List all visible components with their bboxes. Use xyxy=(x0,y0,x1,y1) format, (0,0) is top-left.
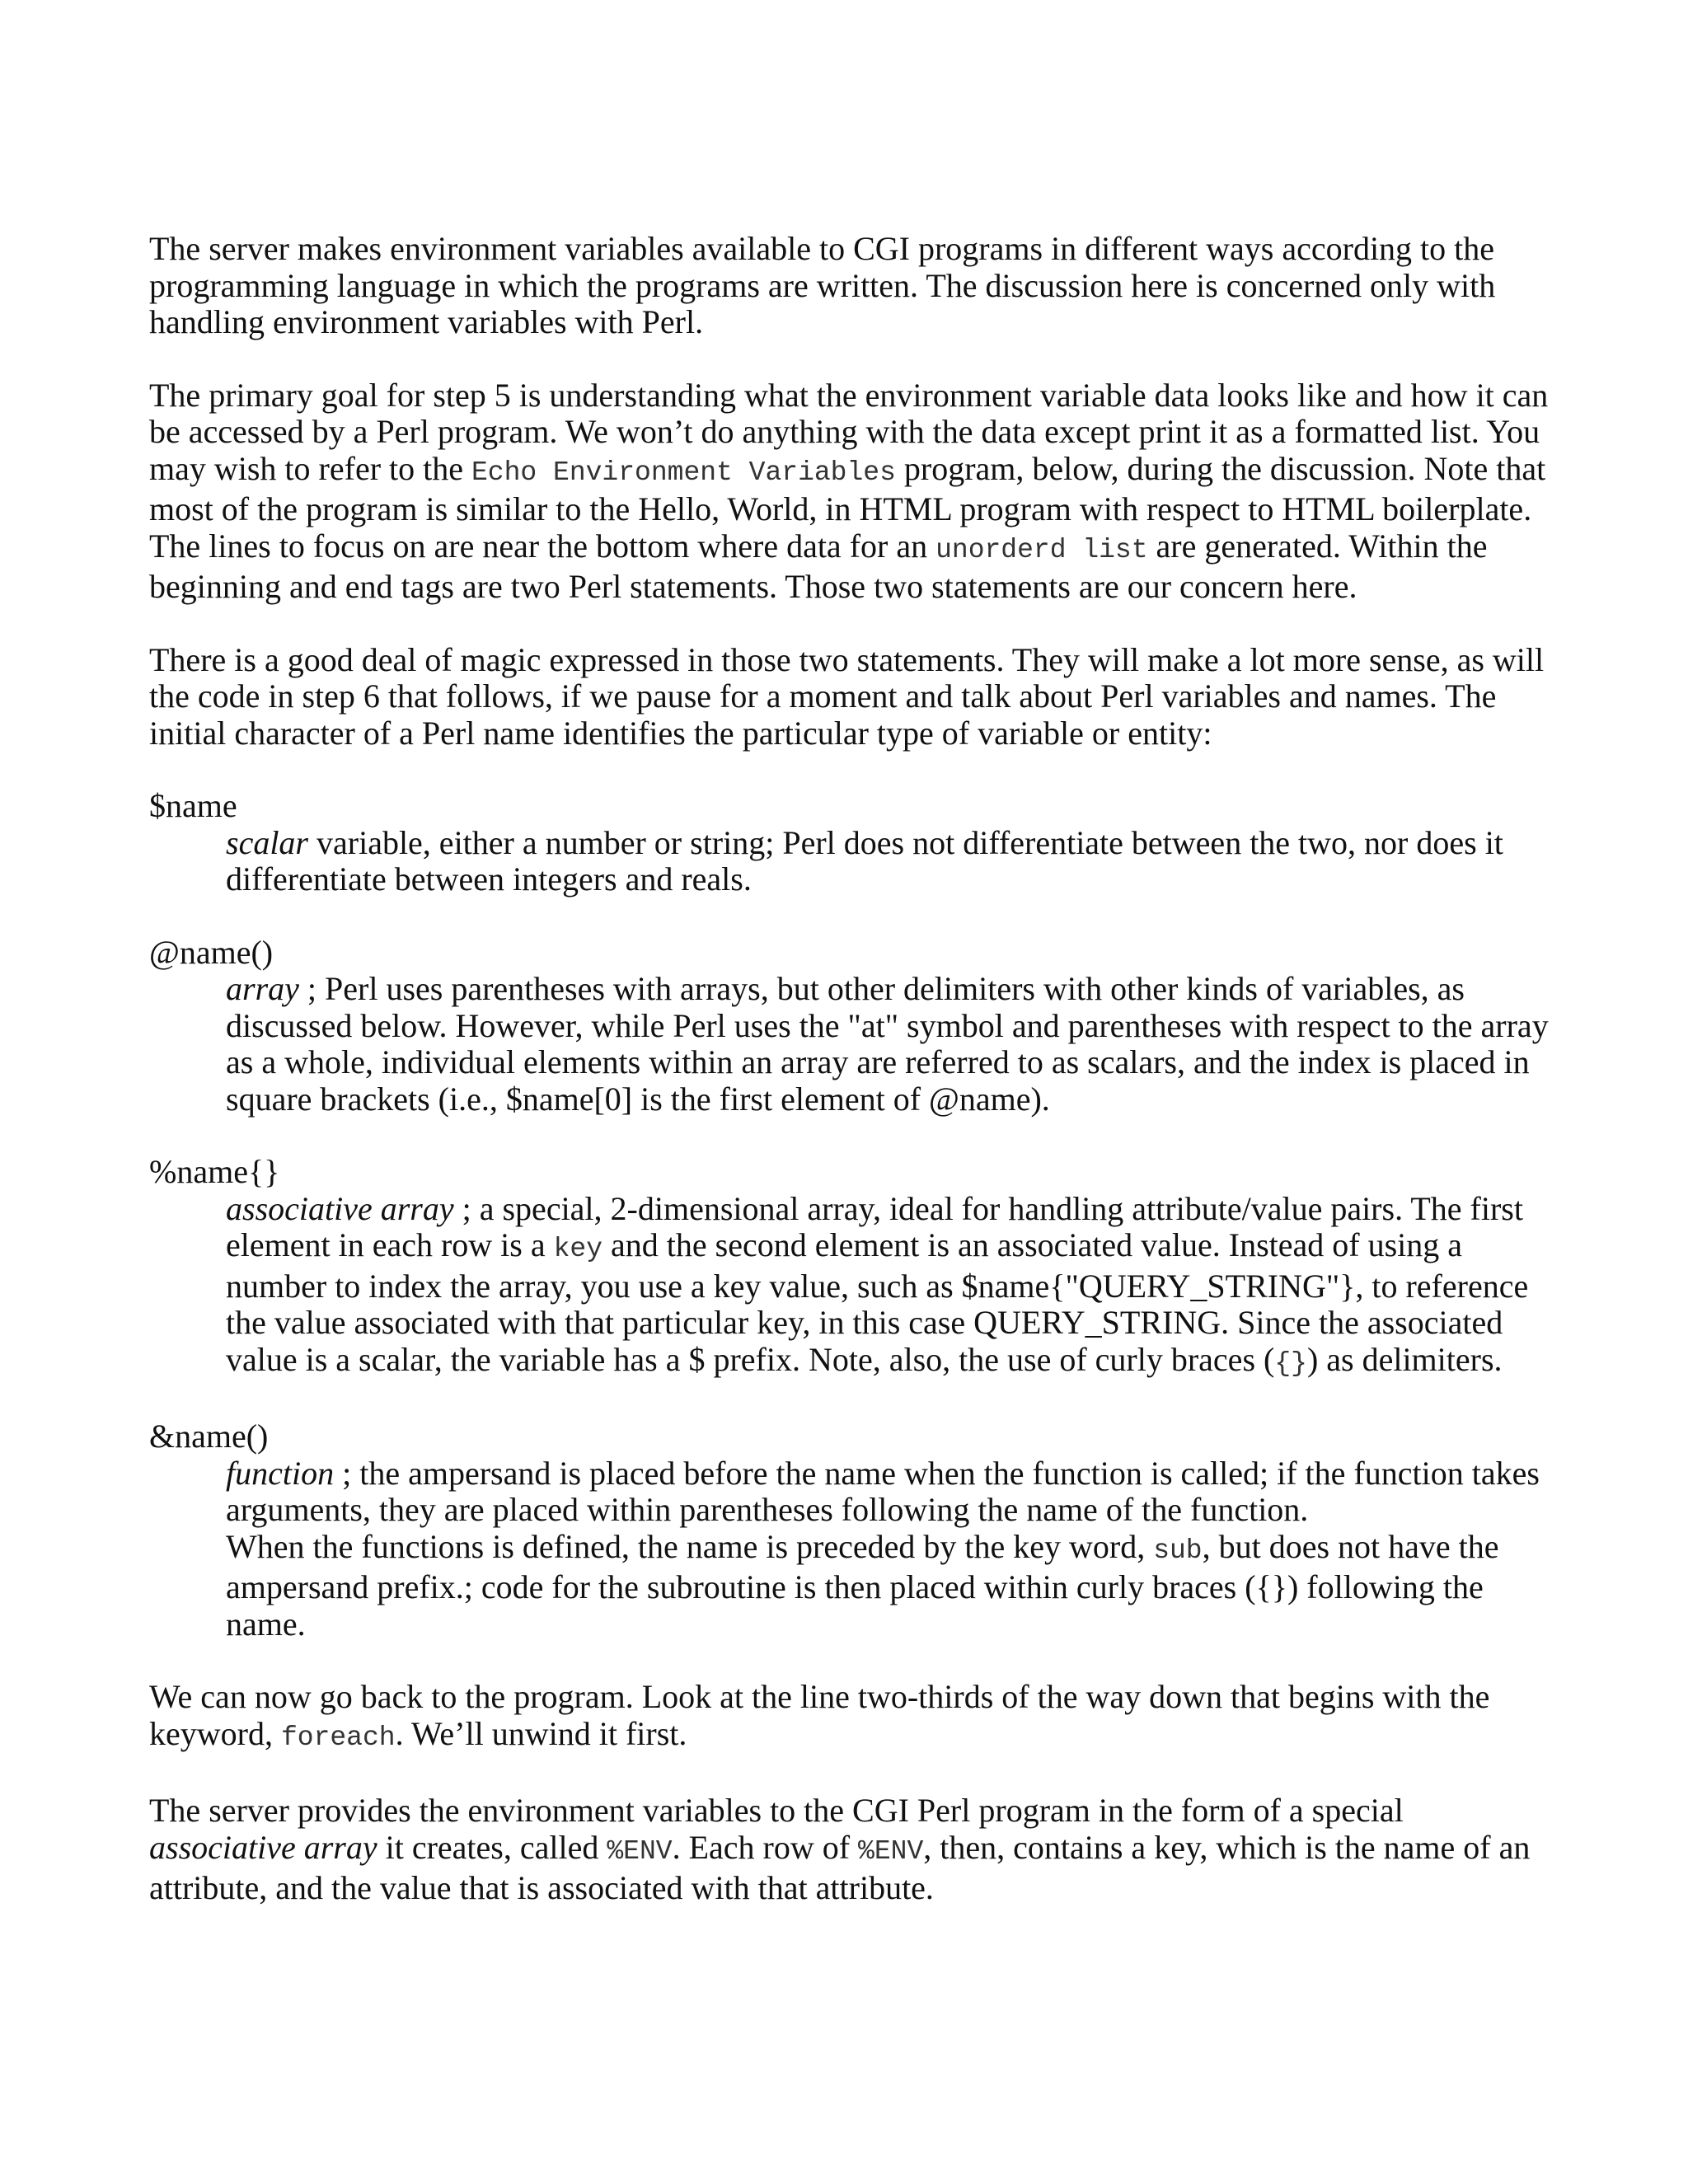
definition-array xyxy=(149,935,1550,1118)
code-env-2: %ENV xyxy=(858,1835,924,1867)
code-echo-env: Echo Environment Variables xyxy=(471,457,896,488)
definition-scalar xyxy=(149,788,1550,898)
def-array: array ; Perl uses parentheses with arrays, but other delimiters with other kinds of variables, as discussed below. However, while Perl uses the "at" symbol and parentheses with respect to the array as a whole, individual elements within an array are referred to as scalars, and the index is placed in square brackets (i.e., $name[0] is the first element of @name). xyxy=(226,970,1549,1118)
paragraph-perl-names: There is a good deal of magic expressed in those two statements. They will make a lot more sense, as will the code in step 6 that follows, if we pause for a moment and talk about Perl variables and names. The initial character of a Perl name identifies the particular type of variable or entity: xyxy=(149,640,1545,752)
paragraph-back-to-program: We can now go back to the program. Look at the line two-thirds of the way down that begins with the keyword, foreach. We’ll unwind it first. xyxy=(149,1678,1490,1753)
paragraph-env-array: The server provides the environment variables to the CGI Perl program in the form of a special associative array it creates, called %ENV. Each row of %ENV, then, contains a key, which is the name of an attribute, and the value that is associated with that attribute. xyxy=(149,1792,1531,1906)
code-sub: sub xyxy=(1153,1535,1203,1566)
term-associative-array: %name{} xyxy=(149,1153,280,1190)
term-array: @name() xyxy=(149,933,274,971)
code-key: key xyxy=(553,1234,603,1264)
document-body xyxy=(149,231,1550,1943)
def-associative-array: associative array ; a special, 2-dimensional array, ideal for handling attribute/value pairs. The first element in each row is a key and the second element is an associated value. Instead of using a number to index the array, you use a key value, such as $name{"QUERY_STRING"}, to reference the value associated with that particular key, in this case QUERY_STRING. Since the associated value is a scalar, the variable has a $ prefix. Note, also, the use of curly braces ({}) as delimiters. xyxy=(226,1189,1529,1379)
paragraph-step5-goal: The primary goal for step 5 is understanding what the environment variable data looks like and how it can be accessed by a Perl program. We won’t do anything with the data except print it as a formatted list. You may wish to refer to the Echo Environment Variables program, below, during the discussion. Note that most of the program is similar to the Hello, World, in HTML program with respect to HTML boilerplate. The lines to focus on are near the bottom where data for an unorderd list are generated. Within the beginning and end tags are two Perl statements. Those two statements are our concern here. xyxy=(149,376,1549,605)
code-unordered-list: unorderd list xyxy=(935,534,1148,565)
def-function: function ; the ampersand is placed before the name when the function is called; if the function takes arguments, they are placed within parentheses following the name of the function. When the functions is defined, the name is preceded by the key word, sub, but does not have the ampersand prefix.; code for the subroutine is then placed within curly braces ({}) following the name. xyxy=(226,1454,1540,1643)
definition-associative-array xyxy=(149,1154,1550,1382)
term-scalar: $name xyxy=(149,787,237,824)
code-foreach: foreach xyxy=(280,1722,396,1753)
definition-function xyxy=(149,1418,1550,1643)
def-scalar: scalar variable, either a number or string; Perl does not differentiate between the two, nor does it differentiate between integers and reals. xyxy=(226,823,1503,898)
code-braces: {} xyxy=(1274,1347,1307,1379)
code-env-1: %ENV xyxy=(607,1835,673,1867)
term-function: &name() xyxy=(149,1418,269,1455)
paragraph-intro: The server makes environment variables available to CGI programs in different ways according to the programming language in which the programs are written. The discussion here is concerned only with handling environment variables with Perl. xyxy=(149,230,1496,340)
